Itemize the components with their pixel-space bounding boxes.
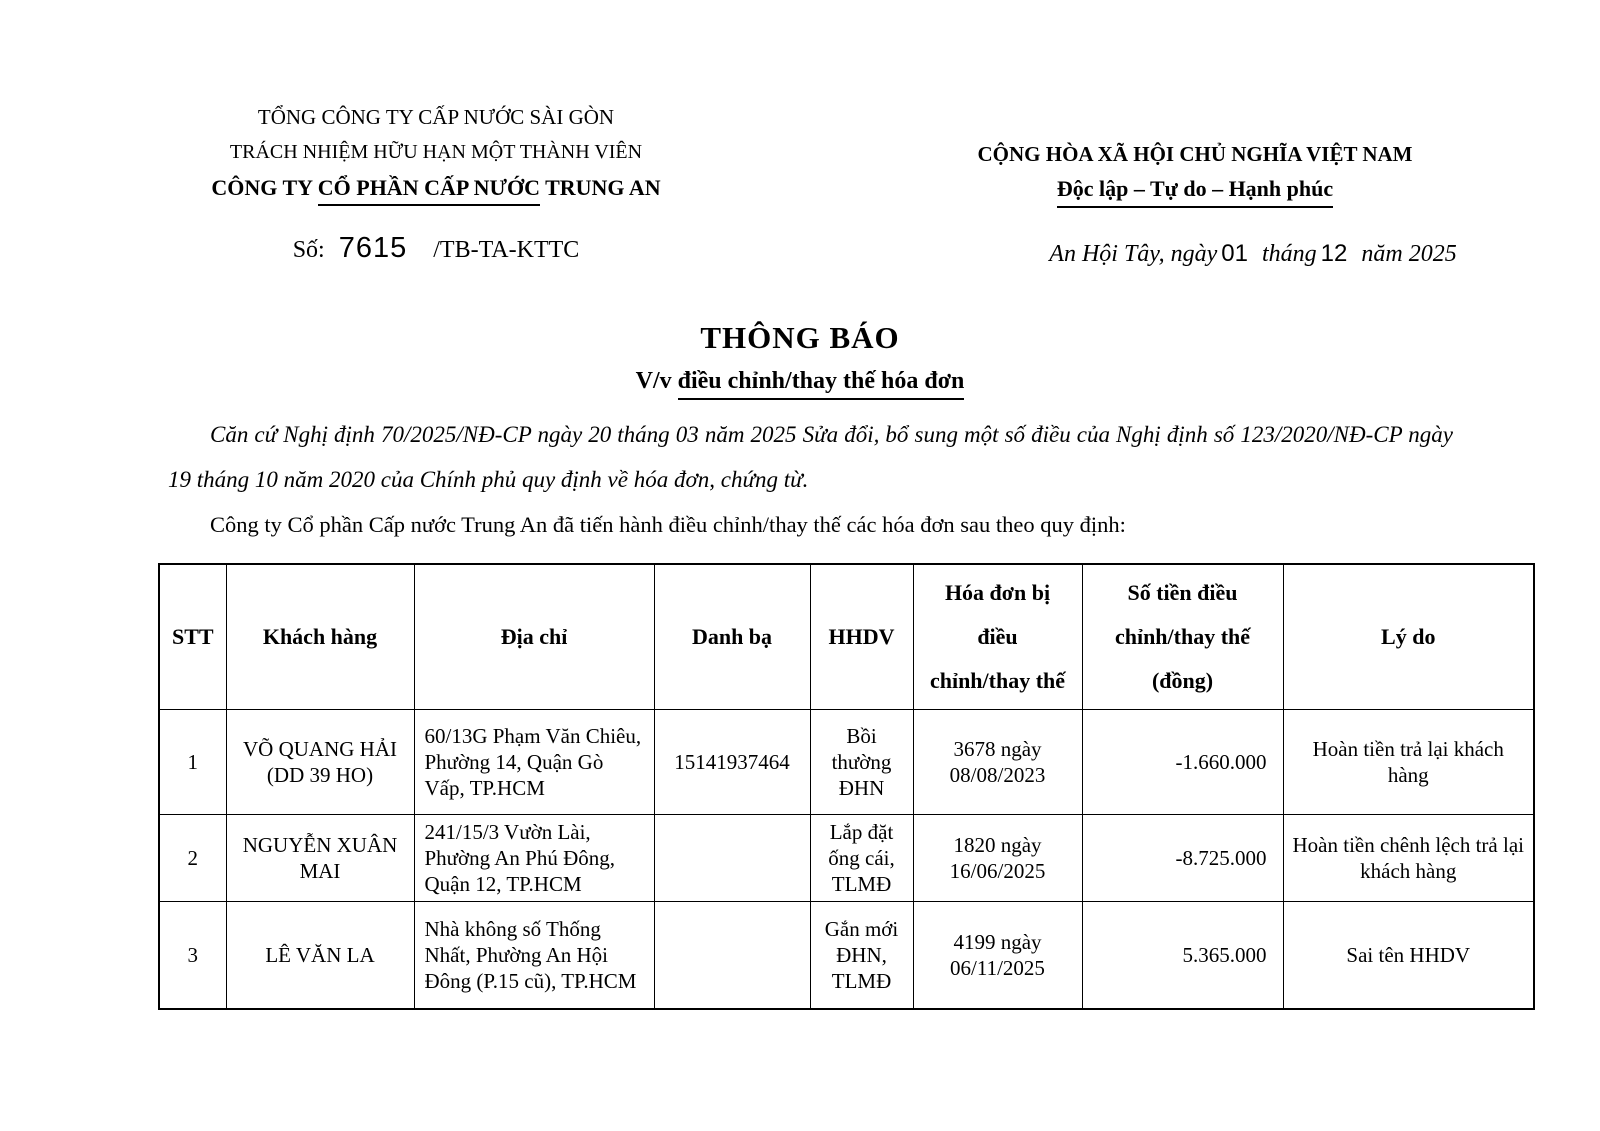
issuer-company-name — [158, 170, 714, 206]
announcement-paragraph: Công ty Cổ phần Cấp nước Trung An đã tiến hành điều chỉnh/thay thế các hóa đơn sau theo quy định: — [210, 512, 1126, 537]
document-number-line — [158, 232, 714, 265]
cell-danh-ba: 15141937464 — [654, 709, 810, 814]
document-number-suffix: /TB-TA-KTTC — [433, 237, 580, 263]
document-number-value: 7615 — [338, 232, 408, 264]
column-header-dia-chi: Địa chỉ — [414, 564, 654, 709]
cell-hhdv: Lắp đặt ống cái, TLMĐ — [810, 814, 913, 901]
national-motto-text: Độc lập – Tự do – Hạnh phúc — [1057, 176, 1333, 208]
cell-ly-do: Hoàn tiền trả lại khách hàng — [1283, 709, 1534, 814]
cell-ly-do: Sai tên HHDV — [1283, 901, 1534, 1009]
cell-hoa-don: 3678 ngày 08/08/2023 — [913, 709, 1082, 814]
cell-stt: 2 — [159, 814, 226, 901]
issuer-company-name-underlined: CỔ PHẦN CẤP NƯỚC — [318, 175, 540, 206]
cell-so-tien: 5.365.000 — [1082, 901, 1283, 1009]
body-text — [168, 412, 1453, 547]
national-header-block — [928, 138, 1462, 268]
cell-khach-hang: LÊ VĂN LA — [226, 901, 414, 1009]
column-header-khach-hang: Khách hàng — [226, 564, 414, 709]
document-subtitle-prefix: V/v — [635, 368, 678, 394]
cell-hhdv: Gắn mới ĐHN, TLMĐ — [810, 901, 913, 1009]
issue-date-month-label: tháng — [1261, 241, 1317, 267]
cell-danh-ba — [654, 814, 810, 901]
cell-danh-ba — [654, 901, 810, 1009]
issue-date-month: 12 — [1320, 240, 1348, 267]
column-header-ly-do: Lý do — [1283, 564, 1534, 709]
table-row — [159, 814, 1534, 901]
issue-date-year: năm 2025 — [1361, 241, 1457, 267]
cell-so-tien: -8.725.000 — [1082, 814, 1283, 901]
cell-hhdv: Bồi thường ĐHN — [810, 709, 913, 814]
issuer-parent-company: TỔNG CÔNG TY CẤP NƯỚC SÀI GÒN — [257, 105, 615, 129]
table-row — [159, 709, 1534, 814]
cell-hoa-don: 4199 ngày 06/11/2025 — [913, 901, 1082, 1009]
document-subtitle — [0, 368, 1600, 395]
document-number-label: Số: — [292, 237, 325, 263]
column-header-hhdv: HHDV — [810, 564, 913, 709]
title-block — [0, 320, 1600, 395]
table-header-row — [159, 564, 1534, 709]
table-row — [159, 901, 1534, 1009]
cell-hoa-don: 1820 ngày 16/06/2025 — [913, 814, 1082, 901]
column-header-so-tien: Số tiền điều chỉnh/thay thế (đồng) — [1082, 564, 1283, 709]
cell-dia-chi: Nhà không số Thống Nhất, Phường An Hội Đông (P.15 cũ), TP.HCM — [414, 901, 654, 1009]
issue-date-day: 01 — [1221, 240, 1248, 267]
national-title: CỘNG HÒA XÃ HỘI CHỦ NGHĨA VIỆT NAM — [977, 142, 1413, 166]
cell-stt: 1 — [159, 709, 226, 814]
issuer-company-name-prefix: CÔNG TY — [211, 175, 318, 200]
cell-ly-do: Hoàn tiền chênh lệch trả lại khách hàng — [1283, 814, 1534, 901]
column-header-danh-ba: Danh bạ — [654, 564, 810, 709]
document-title: THÔNG BÁO — [700, 320, 900, 355]
national-motto — [928, 172, 1462, 206]
issue-date-place: An Hội Tây, ngày — [1049, 241, 1218, 267]
issue-date-line — [986, 240, 1520, 268]
issuer-company-name-suffix: TRUNG AN — [539, 175, 661, 200]
issuer-header-block — [158, 100, 714, 265]
invoice-adjustment-table — [158, 563, 1535, 1010]
cell-dia-chi: 241/15/3 Vườn Lài, Phường An Phú Đông, Quận 12, TP.HCM — [414, 814, 654, 901]
cell-dia-chi: 60/13G Phạm Văn Chiêu, Phường 14, Quận Gò Vấp, TP.HCM — [414, 709, 654, 814]
cell-khach-hang: VÕ QUANG HẢI (DD 39 HO) — [226, 709, 414, 814]
cell-khach-hang: NGUYỄN XUÂN MAI — [226, 814, 414, 901]
column-header-hoa-don: Hóa đơn bị điều chỉnh/thay thế — [913, 564, 1082, 709]
issuer-company-type: TRÁCH NHIỆM HỮU HẠN MỘT THÀNH VIÊN — [229, 141, 643, 163]
legal-basis-paragraph: Căn cứ Nghị định 70/2025/NĐ-CP ngày 20 tháng 03 năm 2025 Sửa đổi, bổ sung một số điều của Nghị định số 123/2020/NĐ-CP ngày 19 tháng 10 năm 2020 của Chính phủ quy định về hóa đơn, chứng từ. — [168, 422, 1453, 492]
document-subtitle-underlined: điều chỉnh/thay thế hóa đơn — [678, 368, 965, 400]
column-header-stt: STT — [159, 564, 226, 709]
cell-so-tien: -1.660.000 — [1082, 709, 1283, 814]
cell-stt: 3 — [159, 901, 226, 1009]
